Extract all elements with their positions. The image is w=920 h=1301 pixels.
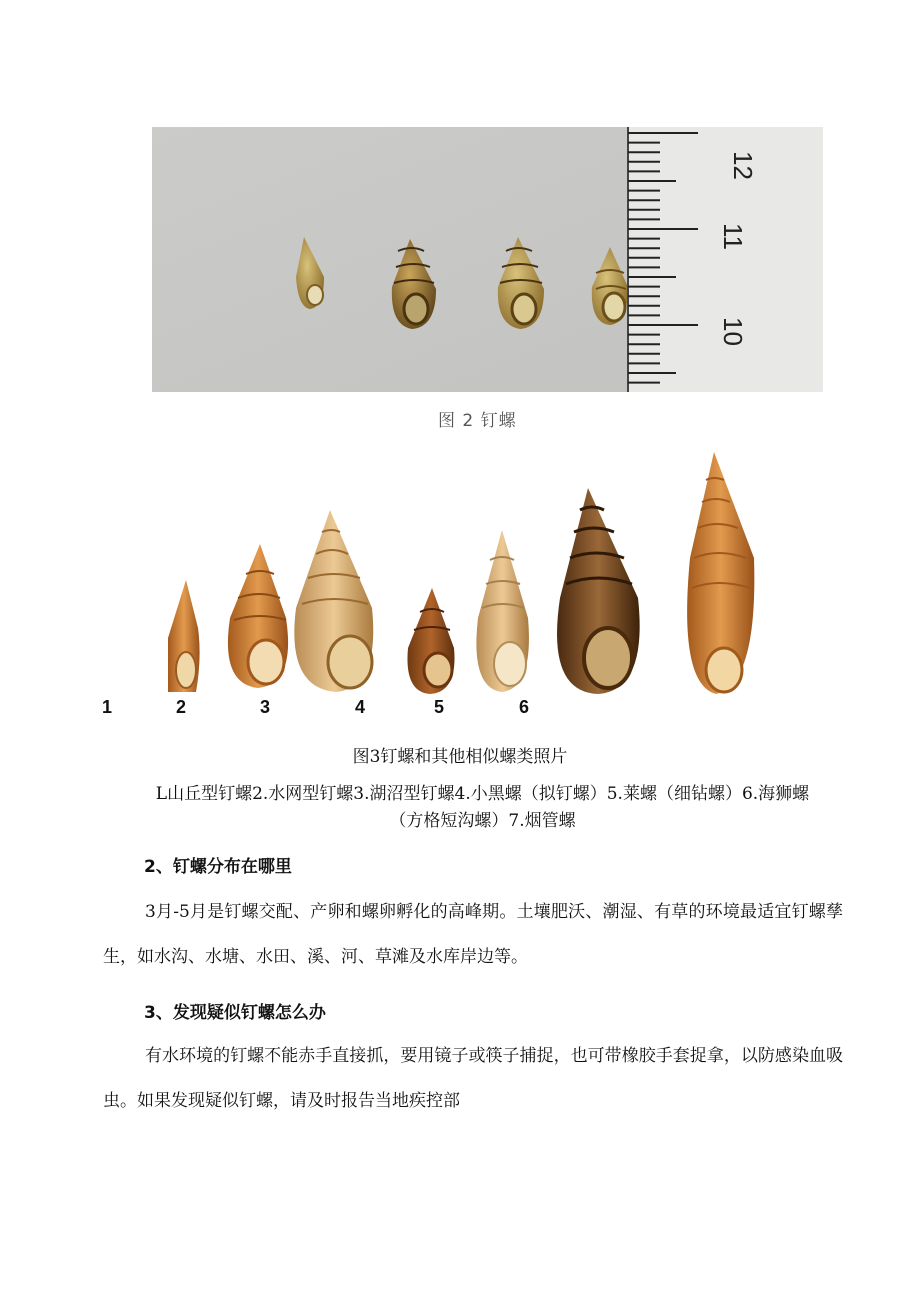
snail-shell-type-5 [476,530,529,692]
figure-3-illustration [168,448,758,698]
ruler-label-10: 10 [718,317,748,346]
ruler-label-12: 12 [728,151,758,180]
figure-3-photo [168,448,758,698]
figure-3-label-5: 5 [434,697,445,717]
section-3-paragraph: 有水环境的钉螺不能赤手直接抓，要用镜子或筷子捕捉，也可带橡胶手套捉拿，以防感染血吸虫。如果发现疑似钉螺，请及时报告当地疾控部 [103,1046,843,1111]
ruler [628,127,823,392]
section-2-paragraph: 3月-5月是钉螺交配、产卵和螺卵孵化的高峰期。土壤肥沃、潮湿、有草的环境最适宜钉螺孳生，如水沟、水塘、水田、溪、河、草滩及水库岸边等。 [103,902,843,967]
ruler-label-11: 11 [718,223,748,250]
section-2-heading: 2、钉螺分布在哪里 [144,857,292,877]
figure-3-label-2: 2 [176,697,187,717]
snail-shell-type-6 [557,488,640,694]
snail-shell-type-1 [168,580,200,692]
figure-3-label-3: 3 [260,697,271,717]
snail-shell-type-4 [407,588,454,694]
figure-3-caption: 图3钉螺和其他相似螺类照片 [352,747,568,767]
figure-3-label-6: 6 [519,697,530,717]
figure-3-legend: L山丘型钉螺2.水网型钉螺3.湖沼型钉螺4.小黑螺（拟钉螺）5.莱螺（细钻螺）6.海狮螺（方格短沟螺）7.烟管螺 [155,784,810,831]
snail-shell-type-3 [294,510,373,692]
snail-shell-type-2 [228,544,288,688]
figure-2-illustration [152,127,823,392]
snail-shell-type-7 [687,452,754,694]
figure-3-label-4: 4 [355,697,366,717]
figure-2-photo [152,127,823,392]
section-3-heading: 3、发现疑似钉螺怎么办 [144,1003,326,1023]
figure-3-label-1: 1 [102,697,113,717]
figure-2-caption: 图 2 钉螺 [438,411,517,431]
